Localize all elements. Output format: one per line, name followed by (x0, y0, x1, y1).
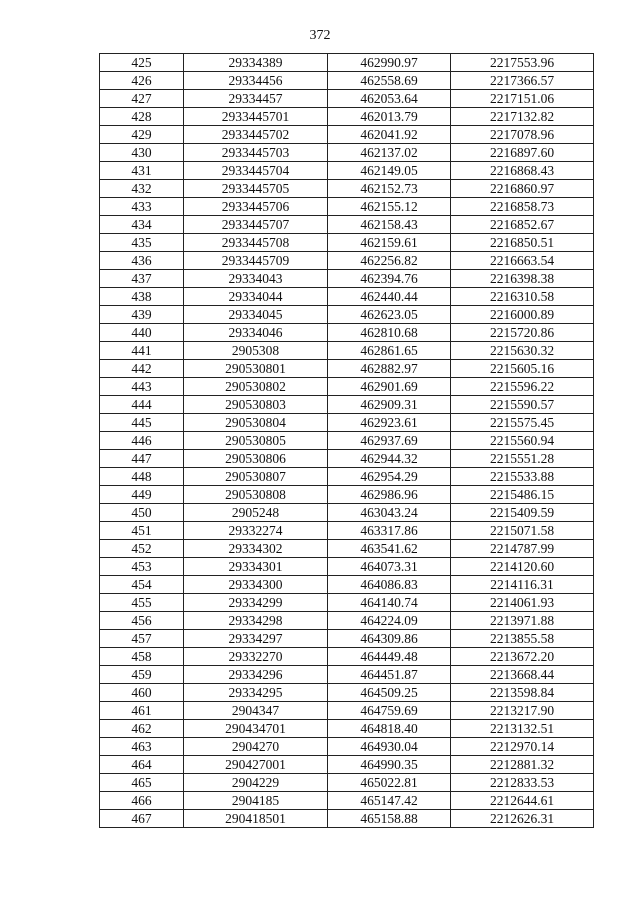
x-coordinate-cell: 464140.74 (328, 594, 451, 612)
table-row (100, 288, 594, 306)
table-row (100, 162, 594, 180)
x-coordinate-cell: 464086.83 (328, 576, 451, 594)
x-coordinate-cell: 464309.86 (328, 630, 451, 648)
y-coordinate-cell: 2215071.58 (451, 522, 594, 540)
x-coordinate-cell: 464451.87 (328, 666, 451, 684)
x-coordinate-cell: 462623.05 (328, 306, 451, 324)
point-code-cell: 290530805 (184, 432, 328, 450)
point-number-cell: 444 (100, 396, 184, 414)
y-coordinate-cell: 2213598.84 (451, 684, 594, 702)
y-coordinate-cell: 2213668.44 (451, 666, 594, 684)
point-number-cell: 425 (100, 54, 184, 72)
point-number-cell: 464 (100, 756, 184, 774)
point-number-cell: 460 (100, 684, 184, 702)
table-row (100, 756, 594, 774)
table-row (100, 234, 594, 252)
point-number-cell: 461 (100, 702, 184, 720)
point-number-cell: 432 (100, 180, 184, 198)
table-row (100, 504, 594, 522)
x-coordinate-cell: 463541.62 (328, 540, 451, 558)
point-code-cell: 290530801 (184, 360, 328, 378)
table-row (100, 594, 594, 612)
x-coordinate-cell: 462152.73 (328, 180, 451, 198)
y-coordinate-cell: 2216897.60 (451, 144, 594, 162)
table-row (100, 720, 594, 738)
y-coordinate-cell: 2213971.88 (451, 612, 594, 630)
point-code-cell: 290530806 (184, 450, 328, 468)
point-number-cell: 450 (100, 504, 184, 522)
y-coordinate-cell: 2217078.96 (451, 126, 594, 144)
table-row (100, 306, 594, 324)
point-number-cell: 458 (100, 648, 184, 666)
table-row (100, 270, 594, 288)
point-number-cell: 455 (100, 594, 184, 612)
point-code-cell: 29334456 (184, 72, 328, 90)
table-row (100, 432, 594, 450)
point-code-cell: 290530804 (184, 414, 328, 432)
y-coordinate-cell: 2215596.22 (451, 378, 594, 396)
table-row (100, 486, 594, 504)
x-coordinate-cell: 462986.96 (328, 486, 451, 504)
y-coordinate-cell: 2216000.89 (451, 306, 594, 324)
table-row (100, 180, 594, 198)
y-coordinate-cell: 2212626.31 (451, 810, 594, 828)
y-coordinate-cell: 2214787.99 (451, 540, 594, 558)
y-coordinate-cell: 2214120.60 (451, 558, 594, 576)
point-code-cell: 2904270 (184, 738, 328, 756)
y-coordinate-cell: 2212881.32 (451, 756, 594, 774)
y-coordinate-cell: 2215533.88 (451, 468, 594, 486)
table-row (100, 72, 594, 90)
x-coordinate-cell: 462909.31 (328, 396, 451, 414)
y-coordinate-cell: 2213132.51 (451, 720, 594, 738)
point-code-cell: 29334043 (184, 270, 328, 288)
point-code-cell: 29334298 (184, 612, 328, 630)
y-coordinate-cell: 2213672.20 (451, 648, 594, 666)
y-coordinate-cell: 2214061.93 (451, 594, 594, 612)
y-coordinate-cell: 2215575.45 (451, 414, 594, 432)
point-code-cell: 2904185 (184, 792, 328, 810)
y-coordinate-cell: 2217553.96 (451, 54, 594, 72)
point-number-cell: 463 (100, 738, 184, 756)
x-coordinate-cell: 462149.05 (328, 162, 451, 180)
y-coordinate-cell: 2212970.14 (451, 738, 594, 756)
coordinates-table-body (100, 54, 594, 828)
y-coordinate-cell: 2215409.59 (451, 504, 594, 522)
point-number-cell: 454 (100, 576, 184, 594)
point-number-cell: 447 (100, 450, 184, 468)
point-code-cell: 2933445706 (184, 198, 328, 216)
table-row (100, 90, 594, 108)
x-coordinate-cell: 464509.25 (328, 684, 451, 702)
point-code-cell: 2933445709 (184, 252, 328, 270)
x-coordinate-cell: 464073.31 (328, 558, 451, 576)
point-code-cell: 29334296 (184, 666, 328, 684)
point-number-cell: 430 (100, 144, 184, 162)
table-row (100, 648, 594, 666)
point-code-cell: 29334045 (184, 306, 328, 324)
point-code-cell: 290530803 (184, 396, 328, 414)
y-coordinate-cell: 2213217.90 (451, 702, 594, 720)
point-number-cell: 442 (100, 360, 184, 378)
point-code-cell: 2933445704 (184, 162, 328, 180)
x-coordinate-cell: 463317.86 (328, 522, 451, 540)
point-code-cell: 290434701 (184, 720, 328, 738)
point-code-cell: 29334299 (184, 594, 328, 612)
x-coordinate-cell: 462923.61 (328, 414, 451, 432)
point-code-cell: 29334044 (184, 288, 328, 306)
y-coordinate-cell: 2216858.73 (451, 198, 594, 216)
y-coordinate-cell: 2215560.94 (451, 432, 594, 450)
point-code-cell: 290418501 (184, 810, 328, 828)
point-number-cell: 445 (100, 414, 184, 432)
table-row (100, 378, 594, 396)
table-row (100, 108, 594, 126)
point-number-cell: 448 (100, 468, 184, 486)
y-coordinate-cell: 2215720.86 (451, 324, 594, 342)
y-coordinate-cell: 2216398.38 (451, 270, 594, 288)
y-coordinate-cell: 2216310.58 (451, 288, 594, 306)
x-coordinate-cell: 464449.48 (328, 648, 451, 666)
y-coordinate-cell: 2214116.31 (451, 576, 594, 594)
table-row (100, 774, 594, 792)
x-coordinate-cell: 462882.97 (328, 360, 451, 378)
point-code-cell: 29334389 (184, 54, 328, 72)
point-number-cell: 438 (100, 288, 184, 306)
point-code-cell: 29334297 (184, 630, 328, 648)
table-row (100, 252, 594, 270)
point-code-cell: 29334457 (184, 90, 328, 108)
table-row (100, 684, 594, 702)
point-code-cell: 2933445702 (184, 126, 328, 144)
x-coordinate-cell: 462159.61 (328, 234, 451, 252)
x-coordinate-cell: 462137.02 (328, 144, 451, 162)
point-code-cell: 29334302 (184, 540, 328, 558)
x-coordinate-cell: 464224.09 (328, 612, 451, 630)
point-number-cell: 462 (100, 720, 184, 738)
point-number-cell: 427 (100, 90, 184, 108)
point-number-cell: 459 (100, 666, 184, 684)
y-coordinate-cell: 2216850.51 (451, 234, 594, 252)
point-number-cell: 457 (100, 630, 184, 648)
y-coordinate-cell: 2216852.67 (451, 216, 594, 234)
y-coordinate-cell: 2213855.58 (451, 630, 594, 648)
x-coordinate-cell: 462954.29 (328, 468, 451, 486)
table-row (100, 468, 594, 486)
y-coordinate-cell: 2215605.16 (451, 360, 594, 378)
table-row (100, 450, 594, 468)
x-coordinate-cell: 462990.97 (328, 54, 451, 72)
x-coordinate-cell: 465147.42 (328, 792, 451, 810)
table-row (100, 666, 594, 684)
y-coordinate-cell: 2217366.57 (451, 72, 594, 90)
point-number-cell: 435 (100, 234, 184, 252)
x-coordinate-cell: 462810.68 (328, 324, 451, 342)
x-coordinate-cell: 462158.43 (328, 216, 451, 234)
point-number-cell: 467 (100, 810, 184, 828)
y-coordinate-cell: 2216860.97 (451, 180, 594, 198)
point-code-cell: 2904347 (184, 702, 328, 720)
table-row (100, 630, 594, 648)
point-number-cell: 433 (100, 198, 184, 216)
point-code-cell: 2933445701 (184, 108, 328, 126)
table-row (100, 576, 594, 594)
y-coordinate-cell: 2216663.54 (451, 252, 594, 270)
point-code-cell: 290427001 (184, 756, 328, 774)
table-row (100, 126, 594, 144)
y-coordinate-cell: 2215486.15 (451, 486, 594, 504)
point-number-cell: 436 (100, 252, 184, 270)
x-coordinate-cell: 462944.32 (328, 450, 451, 468)
table-row (100, 144, 594, 162)
x-coordinate-cell: 465158.88 (328, 810, 451, 828)
point-number-cell: 452 (100, 540, 184, 558)
point-code-cell: 2905308 (184, 342, 328, 360)
table-row (100, 810, 594, 828)
table-row (100, 540, 594, 558)
table-row (100, 216, 594, 234)
x-coordinate-cell: 462901.69 (328, 378, 451, 396)
table-row (100, 792, 594, 810)
point-code-cell: 2905248 (184, 504, 328, 522)
table-row (100, 342, 594, 360)
table-row (100, 612, 594, 630)
point-code-cell: 29334046 (184, 324, 328, 342)
x-coordinate-cell: 462440.44 (328, 288, 451, 306)
point-code-cell: 29334301 (184, 558, 328, 576)
y-coordinate-cell: 2212644.61 (451, 792, 594, 810)
point-code-cell: 290530807 (184, 468, 328, 486)
x-coordinate-cell: 462256.82 (328, 252, 451, 270)
x-coordinate-cell: 462013.79 (328, 108, 451, 126)
x-coordinate-cell: 465022.81 (328, 774, 451, 792)
x-coordinate-cell: 462041.92 (328, 126, 451, 144)
point-code-cell: 29332274 (184, 522, 328, 540)
table-row (100, 54, 594, 72)
point-number-cell: 451 (100, 522, 184, 540)
table-row (100, 702, 594, 720)
point-number-cell: 466 (100, 792, 184, 810)
point-code-cell: 29334295 (184, 684, 328, 702)
y-coordinate-cell: 2216868.43 (451, 162, 594, 180)
point-code-cell: 2933445707 (184, 216, 328, 234)
point-number-cell: 446 (100, 432, 184, 450)
page-number: 372 (309, 28, 331, 43)
y-coordinate-cell: 2217132.82 (451, 108, 594, 126)
table-row (100, 414, 594, 432)
x-coordinate-cell: 464759.69 (328, 702, 451, 720)
y-coordinate-cell: 2212833.53 (451, 774, 594, 792)
point-code-cell: 290530808 (184, 486, 328, 504)
x-coordinate-cell: 462861.65 (328, 342, 451, 360)
point-number-cell: 443 (100, 378, 184, 396)
x-coordinate-cell: 464818.40 (328, 720, 451, 738)
point-number-cell: 440 (100, 324, 184, 342)
point-code-cell: 2933445708 (184, 234, 328, 252)
point-code-cell: 29332270 (184, 648, 328, 666)
table-row (100, 396, 594, 414)
point-number-cell: 437 (100, 270, 184, 288)
table-row (100, 558, 594, 576)
point-code-cell: 2933445705 (184, 180, 328, 198)
x-coordinate-cell: 462155.12 (328, 198, 451, 216)
x-coordinate-cell: 462394.76 (328, 270, 451, 288)
x-coordinate-cell: 463043.24 (328, 504, 451, 522)
table-row (100, 522, 594, 540)
point-number-cell: 434 (100, 216, 184, 234)
y-coordinate-cell: 2215551.28 (451, 450, 594, 468)
point-number-cell: 441 (100, 342, 184, 360)
point-number-cell: 429 (100, 126, 184, 144)
table-row (100, 198, 594, 216)
x-coordinate-cell: 462558.69 (328, 72, 451, 90)
x-coordinate-cell: 464990.35 (328, 756, 451, 774)
point-number-cell: 439 (100, 306, 184, 324)
x-coordinate-cell: 462937.69 (328, 432, 451, 450)
point-code-cell: 290530802 (184, 378, 328, 396)
y-coordinate-cell: 2215630.32 (451, 342, 594, 360)
point-number-cell: 449 (100, 486, 184, 504)
coordinates-table (99, 53, 594, 828)
y-coordinate-cell: 2217151.06 (451, 90, 594, 108)
x-coordinate-cell: 462053.64 (328, 90, 451, 108)
table-row (100, 360, 594, 378)
point-code-cell: 29334300 (184, 576, 328, 594)
table-row (100, 324, 594, 342)
point-number-cell: 426 (100, 72, 184, 90)
y-coordinate-cell: 2215590.57 (451, 396, 594, 414)
point-number-cell: 456 (100, 612, 184, 630)
point-code-cell: 2933445703 (184, 144, 328, 162)
table-row (100, 738, 594, 756)
point-code-cell: 2904229 (184, 774, 328, 792)
point-number-cell: 465 (100, 774, 184, 792)
point-number-cell: 428 (100, 108, 184, 126)
x-coordinate-cell: 464930.04 (328, 738, 451, 756)
point-number-cell: 453 (100, 558, 184, 576)
point-number-cell: 431 (100, 162, 184, 180)
